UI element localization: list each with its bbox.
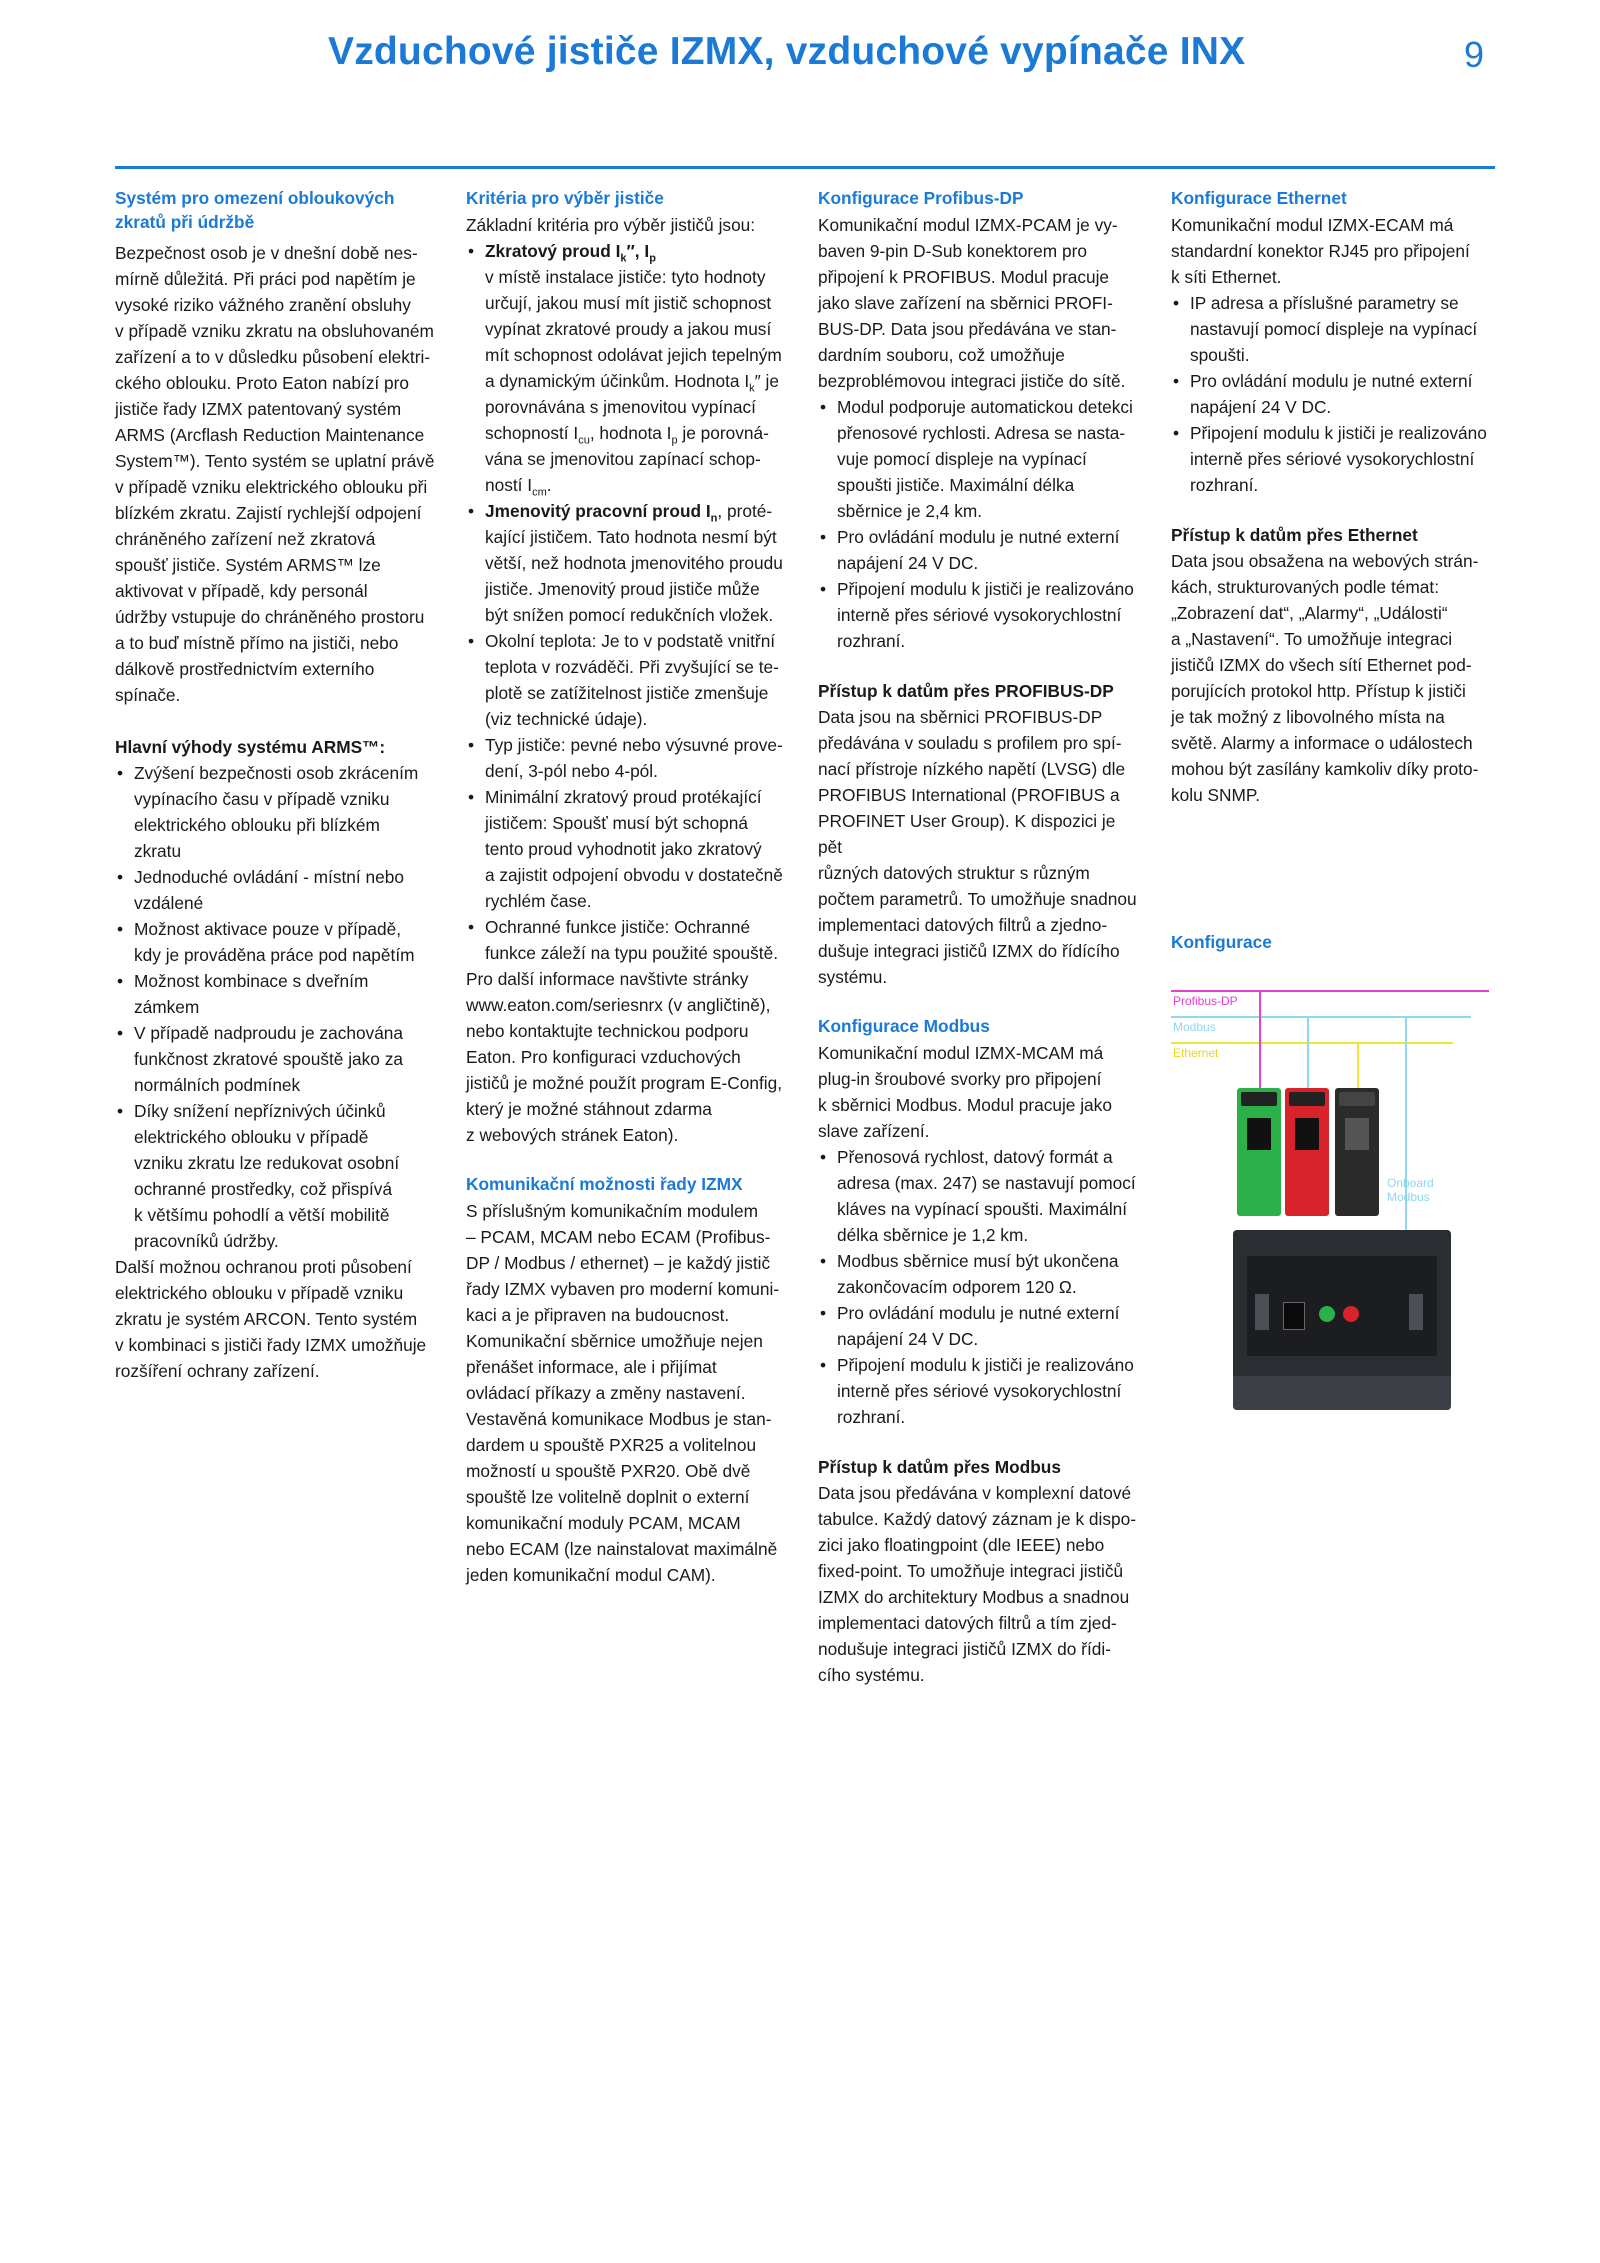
list-profibus xyxy=(818,394,1138,654)
list-item: • Ochranné funkce jističe: Ochranné funkce záleží na typu použité spouště. xyxy=(466,914,786,966)
heading-profibus-config: Konfigurace Profibus-DP xyxy=(818,188,1024,208)
list-item: • Přenosová rychlost, datový formát a adresa (max. 247) se nastavují pomocí kláves na vypínací spoušti. Maximální délka sběrnice je 1,2 km. xyxy=(818,1144,1138,1248)
heading-ethernet-config: Konfigurace Ethernet xyxy=(1171,188,1347,208)
heading-arms-system: Systém pro omezení obloukových zkratů při údržbě xyxy=(115,188,395,232)
label-ethernet: Ethernet xyxy=(1173,1046,1219,1060)
heading-communication: Komunikační možnosti řady IZMX xyxy=(466,1174,743,1194)
list-item: • Připojení modulu k jističi je realizováno interně přes sériové vysokorychlostní rozhraní. xyxy=(818,576,1138,654)
heading-profibus-access: Přístup k datům přes PROFIBUS-DP xyxy=(818,681,1114,701)
list-criteria-other xyxy=(466,628,786,966)
list-item: • Jednoduché ovládání - místní nebo vzdálené xyxy=(115,864,435,916)
list-item: • Připojení modulu k jističi je realizováno interně přes sériové vysokorychlostní rozhraní. xyxy=(1171,420,1491,498)
column-1 xyxy=(115,186,435,1384)
list-item: • Typ jističe: pevné nebo výsuvné prove- dení, 3-pól nebo 4-pól. xyxy=(466,732,786,784)
modbus-drop xyxy=(1307,1016,1309,1090)
list-item: • Možnost aktivace pouze v případě, kdy je prováděna práce pod napětím xyxy=(115,916,435,968)
paragraph-arms-intro: Bezpečnost osob je v dnešní době nes- mírně důležitá. Při práci pod napětím je vysoké riziko vážného zranění obsluhy v případě vzniku zkratu na obsluhovaném zařízení a to v důsledku působení elektri- ckého oblouku. Proto Eaton nabízí pro jističe řady IZMX patentovaný systém ARMS (Arcflash Reduction Maintenance System™). Tento systém se uplatní právě v případě vzniku elektrického oblouku při blízkém zkratu. Zajistí rychlejší odpojení chráněného zařízení než zkratová spoušť jističe. Systém ARMS™ lze aktivovat v případě, kdy personál údržby vstupuje do chráněného prostoru a to buď místně přímo na jističi, nebo dálkově prostřednictvím externího spínače. xyxy=(115,243,435,705)
configuration-diagram xyxy=(1171,968,1491,1438)
list-modbus xyxy=(818,1144,1138,1430)
list-item: • Minimální zkratový proud protékající jističem: Spoušť musí být schopná tento proud vyhodnotit jako zkratový a zajistit odpojení obvodu v dostatečně rychlém čase. xyxy=(466,784,786,914)
list-item: • Zvýšení bezpečnosti osob zkrácením vypínacího času v případě vzniku elektrického oblouku při blízkém zkratu xyxy=(115,760,435,864)
profibus-line xyxy=(1171,990,1489,992)
list-item: • Okolní teplota: Je to v podstatě vnitřní teplota v rozváděči. Při zvyšující se te- plotě se zatížitelnost jističe zmenšuje (viz technické údaje). xyxy=(466,628,786,732)
list-item: • Zkratový proud $I_k''$, $I_p$ v místě instalace jističe: tyto hodnoty určují, jakou musí mít jistič schopnost vypínat zkratové proudy a jakou musí mít schopnost odolávat jejich tepelným a dynamickým účinkům. Hodnota $I_k''$ je porovnávána s jmenovitou vypínací schopností $I_{cu}$, hodnota $I_p$ je porovná- vána se jmenovitou zapínací schop- ností $I_{cm}$. xyxy=(466,238,786,498)
heading-selection-criteria: Kritéria pro výběr jističe xyxy=(466,188,664,208)
column-3 xyxy=(818,186,1138,1688)
list-item: • Pro ovládání modulu je nutné externí napájení 24 V DC. xyxy=(1171,368,1491,420)
list-item: • Připojení modulu k jističi je realizováno interně přes sériové vysokorychlostní rozhraní. xyxy=(818,1352,1138,1430)
paragraph-modbus-access: Data jsou předávána v komplexní datové tabulce. Každý datový záznam je k dispo- zici jako floatingpoint (dle IEEE) nebo fixed-point. To umožňuje integraci jističů IZMX do architektury Modbus a snadnou implementaci datových filtrů a tím zjed- nodušuje integraci jističů IZMX do řídi- cího systému. xyxy=(818,1483,1136,1685)
list-item: • Modbus sběrnice musí být ukončena zakončovacím odporem 120 Ω. xyxy=(818,1248,1138,1300)
page-title: Vzduchové jističe IZMX, vzduchové vypínače INX xyxy=(328,30,1246,73)
heading-configuration: Konfigurace xyxy=(1171,932,1272,952)
list-item: • Díky snížení nepříznivých účinků elektrického oblouku v případě vzniku zkratu lze redukovat osobní ochranné prostředky, což přispívá k většímu pohodlí a větší mobilitě pracovníků údržby. xyxy=(115,1098,435,1254)
list-item: • Jmenovitý pracovní proud $I_n$, proté- kající jističem. Tato hodnota nesmí být větší, než hodnota jmenovitého proudu jističe. Jmenovitý proud jističe může být snížen pomocí redukčních vložek. xyxy=(466,498,786,628)
breaker-image xyxy=(1233,1230,1451,1410)
list-item: • Modul podporuje automatickou detekci přenosové rychlosti. Adresa se nasta- vuje pomocí displeje na vypínací spoušti jističe. Maximální délka sběrnice je 2,4 km. xyxy=(818,394,1138,524)
heading-modbus-access: Přístup k datům přes Modbus xyxy=(818,1457,1061,1477)
list-item: • Pro ovládání modulu je nutné externí napájení 24 V DC. xyxy=(818,1300,1138,1352)
heading-modbus-config: Konfigurace Modbus xyxy=(818,1016,990,1036)
column-4 xyxy=(1171,186,1491,1438)
paragraph-modbus: Komunikační modul IZMX-MCAM má plug-in šroubové svorky pro připojení k sběrnici Modbus. Modul pracuje jako slave zařízení. xyxy=(818,1043,1112,1141)
page-number: 9 xyxy=(1464,34,1485,75)
list-item: • Pro ovládání modulu je nutné externí napájení 24 V DC. xyxy=(818,524,1138,576)
mcam-module xyxy=(1285,1088,1329,1216)
list-criteria-main xyxy=(466,238,786,628)
heading-ethernet-access: Přístup k datům přes Ethernet xyxy=(1171,525,1418,545)
paragraph-ethernet-access: Data jsou obsažena na webových strán- kách, strukturovaných podle témat: „Zobrazení dat“, „Alarmy“, „Události“ a „Nastavení“. To umožňuje integraci jističů IZMX do všech sítí Ethernet pod- porujících protokol http. Přístup k jističi je tak možný z libovolného místa na světě. Alarmy a informace o událostech mohou být zasílány kamkoliv díky proto- kolu SNMP. xyxy=(1171,551,1479,805)
profibus-drop xyxy=(1259,990,1261,1090)
label-profibus: Profibus-DP xyxy=(1173,994,1238,1008)
column-2 xyxy=(466,186,786,1588)
pcam-module xyxy=(1237,1088,1281,1216)
criteria-intro: Základní kritéria pro výběr jističů jsou: xyxy=(466,215,756,235)
paragraph-communication: S příslušným komunikačním modulem – PCAM, MCAM nebo ECAM (Profibus- DP / Modbus / ethernet) – je každý jistič řady IZMX vybaven pro moderní komuni- kaci a je připraven na budoucnost. Komunikační sběrnice umožňuje nejen přenášet informace, ale i přijímat ovládací příkazy a změny nastavení. Vestavěná komunikace Modbus je stan- dardem u spouště PXR25 a volitelnou možností u spouště PXR20. Obě dvě spouště lze volitelně doplnit o externí komunikační moduly PCAM, MCAM nebo ECAM (lze nainstalovat maximálně jeden komunikační modul CAM). xyxy=(466,1201,780,1585)
list-arms-benefits xyxy=(115,760,435,1254)
list-ethernet xyxy=(1171,290,1491,498)
list-item: • Možnost kombinace s dveřním zámkem xyxy=(115,968,435,1020)
onboard-drop xyxy=(1405,1016,1407,1246)
heading-arms-benefits: Hlavní výhody systému ARMS™: xyxy=(115,737,386,757)
paragraph-more-info: Pro další informace navštivte stránky www.eaton.com/seriesnrx (v angličtině), nebo kontaktujte technickou podporu Eaton. Pro konfiguraci vzduchových jističů je možné použít program E-Config, který je možné stáhnout zdarma z webových stránek Eaton). xyxy=(466,969,782,1145)
modbus-line xyxy=(1171,1016,1471,1018)
list-item: • IP adresa a příslušné parametry se nastavují pomocí displeje na vypínací spoušti. xyxy=(1171,290,1491,368)
ethernet-line xyxy=(1171,1042,1453,1044)
ethernet-drop xyxy=(1357,1042,1359,1090)
paragraph-profibus: Komunikační modul IZMX-PCAM je vy- baven 9-pin D-Sub konektorem pro připojení k PROFIBUS. Modul pracuje jako slave zařízení na sběrnici PROFI- BUS-DP. Data jsou předávána ve stan- dardním souboru, což umožňuje bezproblémovou integraci jističe do sítě. xyxy=(818,215,1126,391)
paragraph-arcon: Další možnou ochranou proti působení elektrického oblouku v případě vzniku zkratu je systém ARCON. Tento systém v kombinaci s jističi řady IZMX umožňuje rozšíření ochrany zařízení. xyxy=(115,1257,427,1381)
header-rule xyxy=(115,166,1495,169)
list-item: • V případě nadproudu je zachována funkčnost zkratové spouště jako za normálních podmínek xyxy=(115,1020,435,1098)
paragraph-profibus-access: Data jsou na sběrnici PROFIBUS-DP předávána v souladu s profilem pro spí- nací přístroje nízkého napětí (LVSG) dle PROFIBUS International (PROFIBUS a PROFINET User Group). K dispozici je pět různých datových struktur s různým počtem parametrů. To umožňuje snadnou implementaci datových filtrů a zjedno- dušuje integraci jističů IZMX do řídícího systému. xyxy=(818,707,1137,987)
label-modbus: Modbus xyxy=(1173,1020,1216,1034)
label-onboard: Onboard Modbus xyxy=(1387,1176,1434,1204)
ecam-module xyxy=(1335,1088,1379,1216)
paragraph-ethernet: Komunikační modul IZMX-ECAM má standardní konektor RJ45 pro připojení k síti Ethernet. xyxy=(1171,215,1470,287)
